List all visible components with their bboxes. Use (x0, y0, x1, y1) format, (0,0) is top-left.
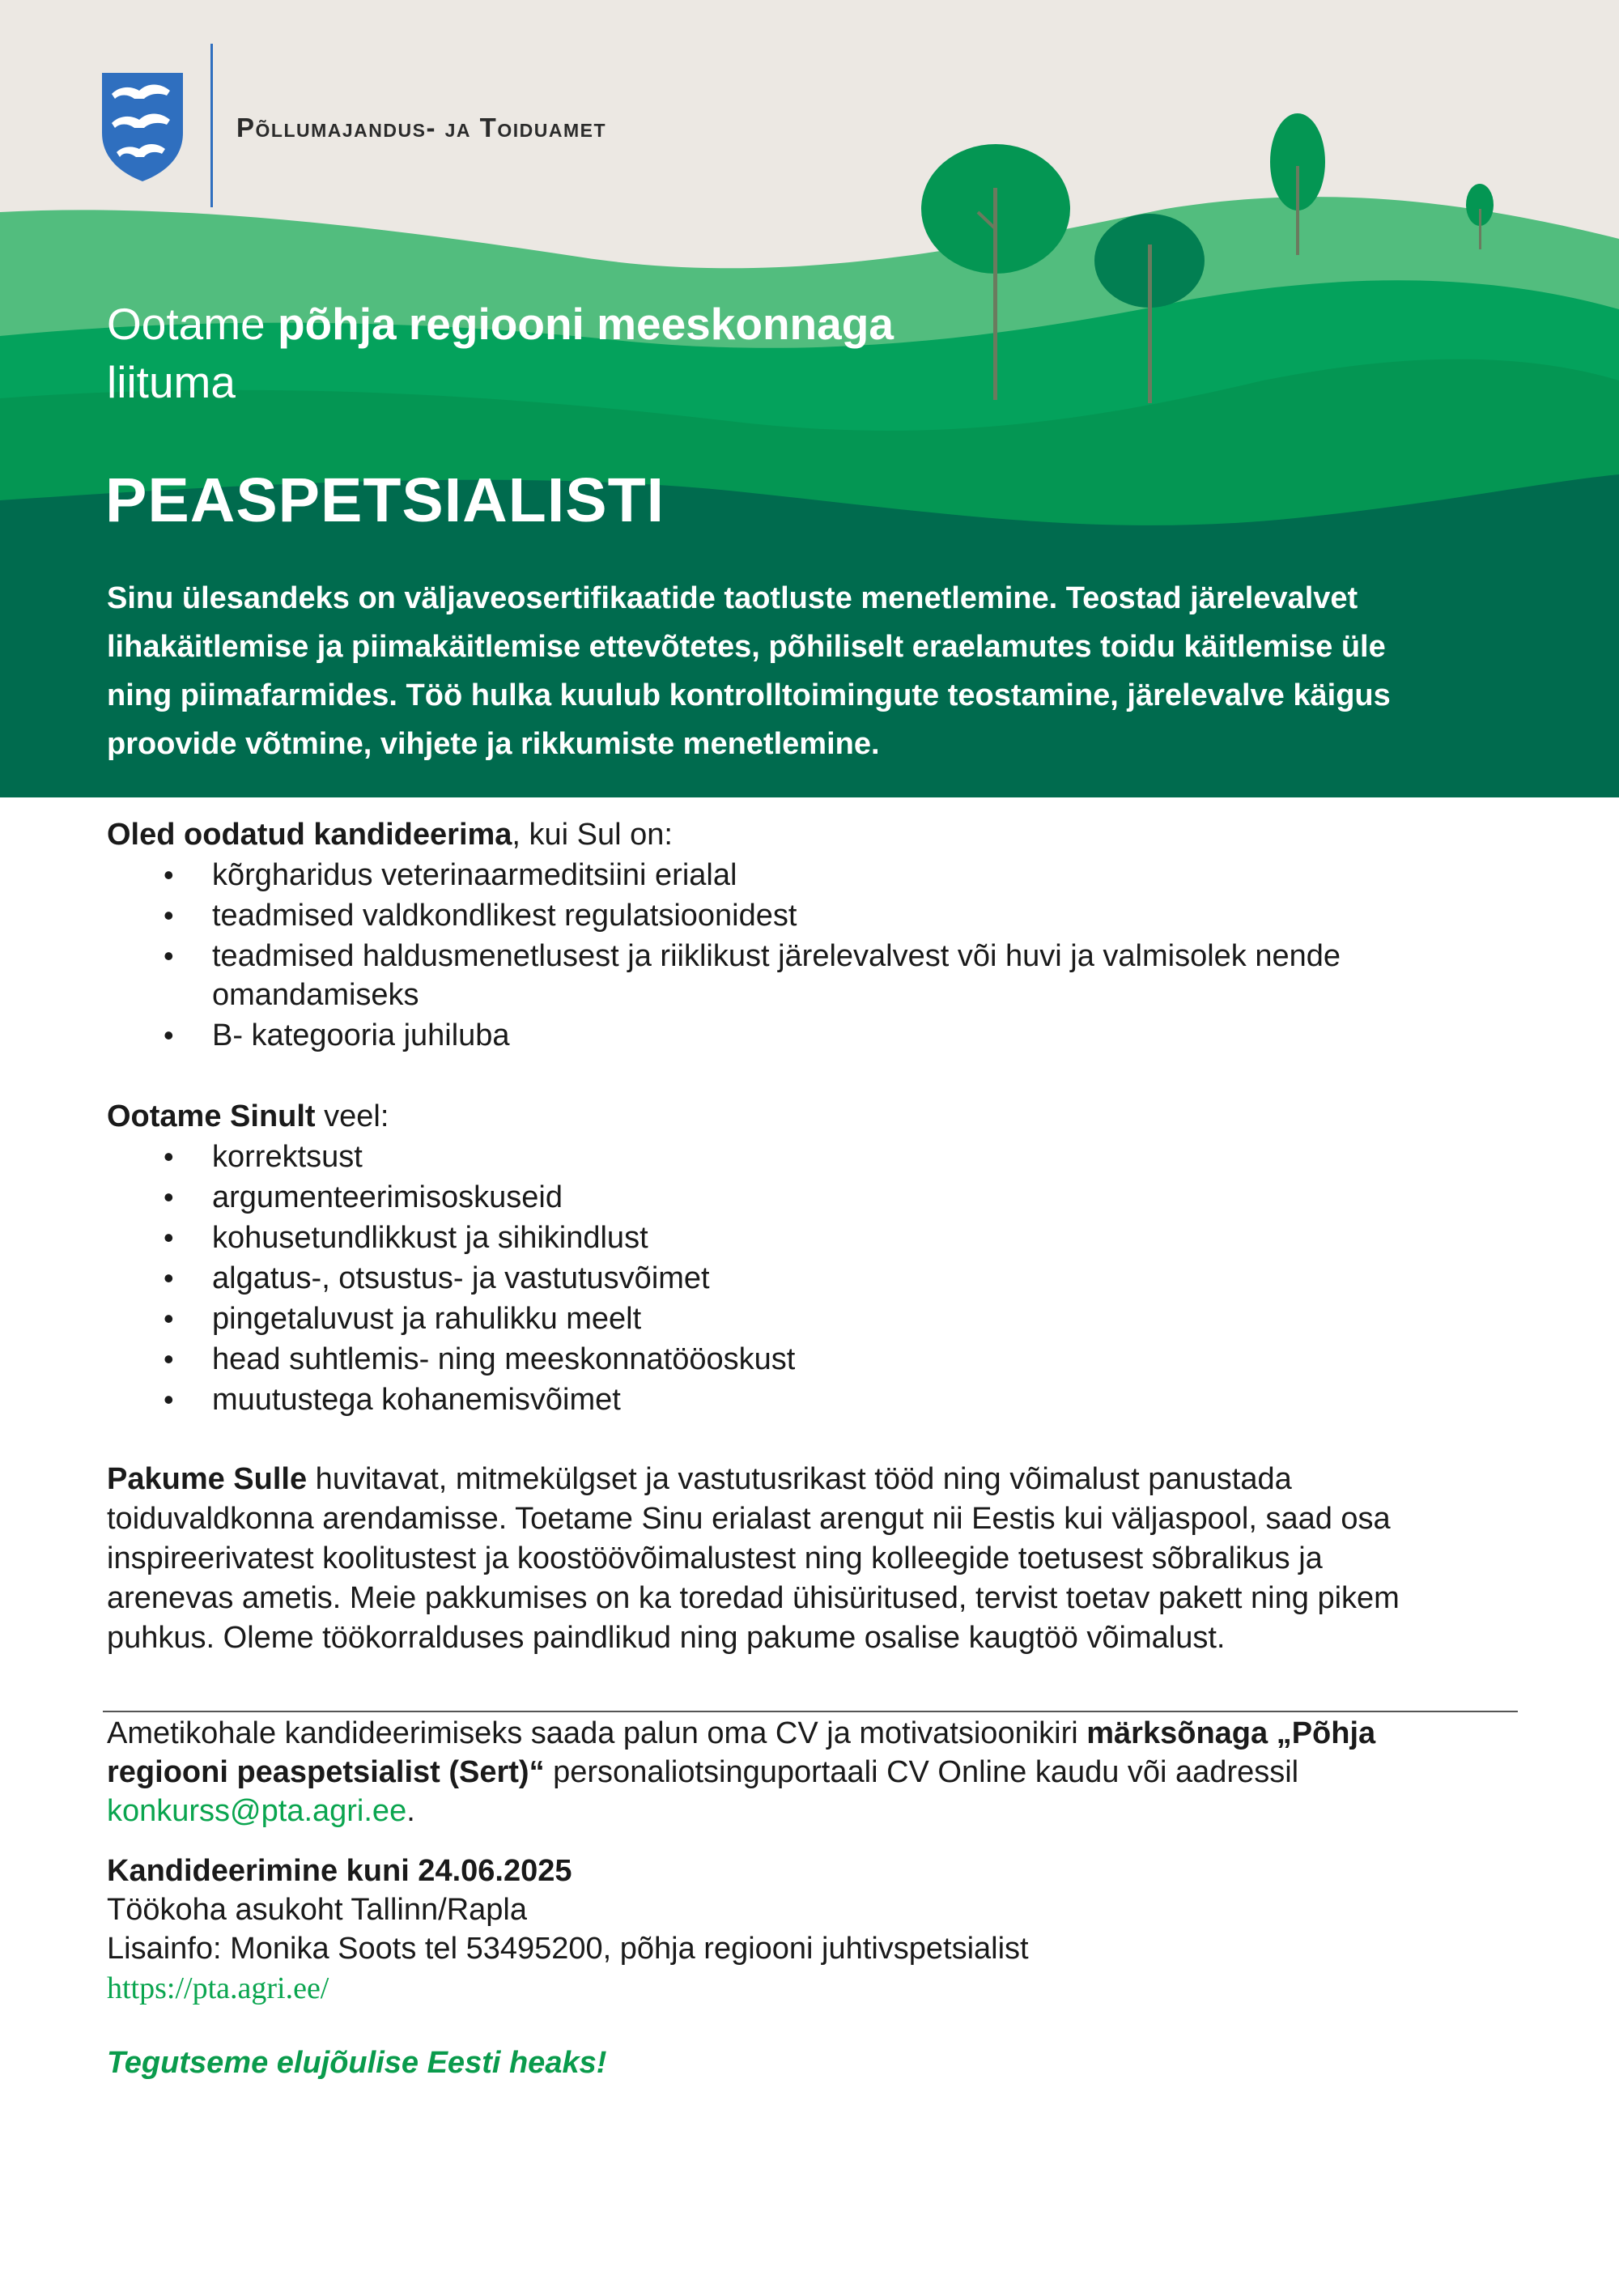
offer-line: puhkus. Oleme töökorralduses paindlikud ning pakume osalise kaugtöö võimalust. (107, 1621, 1226, 1655)
apply-line-1-bold: märksõnaga „Põhja (1086, 1716, 1376, 1750)
deadline-text: Kandideerimine kuni 24.06.2025 (107, 1854, 572, 1888)
bullet-icon: • (164, 1342, 174, 1375)
requirements-heading-rest: , kui Sul on: (512, 818, 673, 852)
email-suffix: . (406, 1794, 415, 1828)
bullet-icon: • (164, 1221, 174, 1254)
expectation-item: korrektsust (212, 1140, 363, 1174)
offer-line: toiduvaldkonna arendamisse. Toetame Sinu erialast arengut nii Eestis kui väljaspool, saad osa (107, 1502, 1391, 1536)
offer-line: arenevas ametis. Meie pakkumises on ka toredad ühisüritused, tervist toetav pakett ning pikem (107, 1581, 1400, 1615)
requirement-item: kõrgharidus veterinaarmeditsiini erialal (212, 858, 737, 892)
slogan: Tegutseme elujõulise Eesti heaks! (107, 2046, 607, 2080)
bullet-icon: • (164, 1261, 174, 1295)
requirement-item: B- kategooria juhiluba (212, 1018, 510, 1052)
bullet-icon: • (164, 899, 174, 932)
offer-line: inspireerivatest koolitustest ja koostöövõimalustest ning kolleegide toetusest sõbralikus ja (107, 1541, 1323, 1575)
expectations-heading (107, 1099, 389, 1134)
apply-line-1-text: Ametikohale kandideerimiseks saada palun oma CV ja motivatsioonikiri (107, 1716, 1087, 1750)
expectations-heading-rest: veel: (315, 1099, 389, 1133)
logo-divider (210, 44, 213, 207)
offer-line-1-rest: huvitavat, mitmekülgset ja vastutusrikast tööd ning võimalust panustada (307, 1462, 1292, 1496)
apply-line-3 (107, 1794, 415, 1829)
agency-name: Põllumajandus- ja Toiduamet (236, 113, 606, 142)
bullet-icon: • (164, 1180, 174, 1214)
deadline (107, 1854, 572, 1889)
intro-line-2: lihakäitlemise ja piimakäitlemise ettevõtetes, põhiliselt eraelamutes toidu käitlemise üle (107, 630, 1386, 664)
apply-line-2-bold: regiooni peaspetsialist (Sert)“ (107, 1755, 545, 1789)
location: Töökoha asukoht Tallinn/Rapla (107, 1893, 527, 1927)
bullet-icon: • (164, 1140, 174, 1173)
bullet-icon: • (164, 858, 174, 891)
bullet-icon: • (164, 939, 174, 972)
requirement-item-continuation: omandamiseks (212, 978, 419, 1012)
expectation-item: muutustega kohanemisvõimet (212, 1383, 621, 1417)
expectation-item: pingetaluvust ja rahulikku meelt (212, 1302, 642, 1336)
apply-line-2 (107, 1755, 1298, 1790)
job-title: PEASPETSIALISTI (105, 466, 665, 535)
requirement-item: teadmised valdkondlikest regulatsioonidest (212, 899, 797, 933)
intro-line-4: proovide võtmine, vihjete ja rikkumiste menetlemine. (107, 727, 880, 761)
three-lions-icon (99, 70, 186, 183)
offer-bold: Pakume Sulle (107, 1462, 308, 1496)
apply-line-2-text: personaliotsinguportaali CV Online kaudu või aadressil (544, 1755, 1299, 1789)
website-link[interactable]: https://pta.agri.ee/ (107, 1971, 329, 2005)
expectations-heading-bold: Ootame Sinult (107, 1099, 316, 1133)
expectation-item: kohusetundlikkust ja sihikindlust (212, 1221, 648, 1255)
bullet-icon: • (164, 1302, 174, 1335)
bullet-icon: • (164, 1018, 174, 1052)
intro-line-3: ning piimafarmides. Töö hulka kuulub kontrolltoimingute teostamine, järelevalve käigus (107, 678, 1391, 712)
requirements-heading (107, 818, 673, 852)
coat-of-arms-logo (99, 70, 186, 183)
contact-info: Lisainfo: Monika Soots tel 53495200, põhja regiooni juhtivspetsialist (107, 1932, 1029, 1966)
expectation-item: head suhtlemis- ning meeskonnatööoskust (212, 1342, 796, 1376)
intro-line-1: Sinu ülesandeks on väljaveosertifikaatide taotluste menetlemine. Teostad järelevalvet (107, 581, 1358, 615)
lead-line-2: liituma (107, 357, 236, 407)
email-link[interactable]: konkurss@pta.agri.ee (107, 1794, 407, 1828)
expectation-item: algatus-, otsustus- ja vastutusvõimet (212, 1261, 710, 1295)
bullet-icon: • (164, 1383, 174, 1416)
hero-banner (0, 0, 1619, 797)
lead-bold: põhja regiooni meeskonnaga (277, 299, 894, 349)
lead-prefix: Ootame (107, 299, 266, 349)
lead-line-1 (107, 298, 894, 350)
requirement-item: teadmised haldusmenetlusest ja riiklikust järelevalvest või huvi ja valmisolek nende (212, 939, 1341, 973)
offer-line-1 (107, 1462, 1292, 1497)
apply-line-1 (107, 1716, 1375, 1751)
expectation-item: argumenteerimisoskuseid (212, 1180, 563, 1214)
requirements-heading-bold: Oled oodatud kandideerima (107, 818, 512, 852)
section-divider (103, 1711, 1518, 1712)
